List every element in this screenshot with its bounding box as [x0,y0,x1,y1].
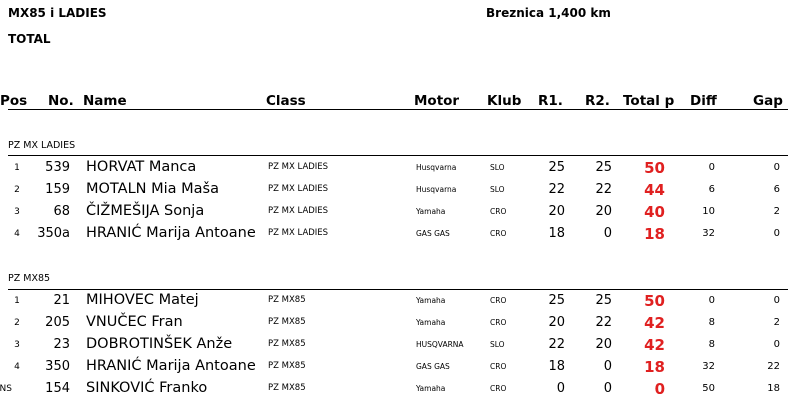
klub-cell: SLO [490,185,505,194]
pos-cell: 4 [14,362,20,372]
klub-cell: CRO [490,207,507,216]
pos-cell: NS [0,384,12,394]
table-row [0,378,788,400]
section-title-ladies: PZ MX LADIES [8,140,76,151]
section-title-mx85: PZ MX85 [8,273,51,284]
col-header-motor: Motor [414,93,460,109]
gap-cell: 6 [773,184,780,195]
rider-name: VNUČEC Fran [86,314,183,330]
diff-cell: 32 [702,228,715,239]
class-cell: PZ MX85 [268,317,306,327]
pos-cell: 1 [14,296,20,306]
pos-cell: 2 [14,185,20,195]
class-cell: PZ MX85 [268,295,306,305]
r1-cell: 0 [556,381,565,396]
motor-cell: Yamaha [416,318,446,327]
r1-cell: 22 [548,337,565,352]
total-cell: 0 [654,380,665,398]
number-cell: 350a [37,226,70,241]
pos-cell: 2 [14,318,20,328]
total-cell: 44 [644,181,665,199]
klub-cell: SLO [490,340,505,349]
gap-cell: 0 [773,295,780,306]
total-cell: 42 [644,314,665,332]
diff-cell: 0 [708,162,715,173]
motor-cell: Yamaha [416,207,446,216]
r1-cell: 22 [548,182,565,197]
class-cell: PZ MX LADIES [268,228,329,238]
number-cell: 205 [45,315,70,330]
table-row [0,356,788,378]
r2-cell: 20 [595,204,612,219]
table-row [0,334,788,356]
table-row [0,290,788,312]
rider-name: ČIŽMEŠIJA Sonja [86,203,205,219]
gap-cell: 18 [767,383,780,394]
event-title: MX85 i LADIES [8,6,107,20]
table-row [0,179,788,201]
diff-cell: 0 [708,295,715,306]
klub-cell: SLO [490,163,505,172]
col-header-total: Total p [623,93,675,109]
rider-name: HORVAT Manca [86,159,197,175]
klub-cell: CRO [490,229,507,238]
motor-cell: HUSQVARNA [416,340,464,349]
klub-cell: CRO [490,384,507,393]
motor-cell: Husqvarna [416,163,457,172]
col-header-r1: R1. [538,93,563,109]
number-cell: 23 [53,337,70,352]
total-cell: 18 [644,225,665,243]
r2-cell: 0 [603,381,612,396]
motor-cell: GAS GAS [416,229,450,238]
rider-name: DOBROTINŠEK Anže [86,336,233,352]
diff-cell: 10 [702,206,715,217]
klub-cell: CRO [490,296,507,305]
r2-cell: 20 [595,337,612,352]
header-divider [8,109,788,110]
r1-cell: 20 [548,315,565,330]
gap-cell: 0 [773,162,780,173]
r2-cell: 0 [603,359,612,374]
motor-cell: Husqvarna [416,185,457,194]
r2-cell: 25 [595,160,612,175]
rider-name: MIHOVEC Matej [86,292,199,308]
motor-cell: GAS GAS [416,362,450,371]
col-header-r2: R2. [585,93,610,109]
class-cell: PZ MX85 [268,383,306,393]
r1-cell: 20 [548,204,565,219]
total-cell: 42 [644,336,665,354]
r1-cell: 18 [548,359,565,374]
section-divider [8,155,788,156]
diff-cell: 50 [702,383,715,394]
number-cell: 21 [53,293,70,308]
diff-cell: 8 [708,339,715,350]
diff-cell: 6 [708,184,715,195]
total-cell: 18 [644,358,665,376]
r1-cell: 25 [548,293,565,308]
col-header-class: Class [266,93,306,109]
class-cell: PZ MX85 [268,339,306,349]
gap-cell: 2 [773,206,780,217]
r2-cell: 0 [603,226,612,241]
motor-cell: Yamaha [416,384,446,393]
number-cell: 159 [45,182,70,197]
number-cell: 539 [45,160,70,175]
pos-cell: 3 [14,207,20,217]
class-cell: PZ MX LADIES [268,184,329,194]
col-header-gap: Gap [753,93,783,109]
rider-name: HRANIĆ Marija Antoane [86,358,256,374]
rider-name: MOTALN Mia Maša [86,181,219,197]
gap-cell: 22 [767,361,780,372]
r2-cell: 22 [595,182,612,197]
class-cell: PZ MX LADIES [268,206,329,216]
table-row [0,201,788,223]
venue: Breznica 1,400 km [486,6,611,20]
pos-cell: 3 [14,340,20,350]
pos-cell: 1 [14,163,20,173]
results-type: TOTAL [8,32,51,46]
table-row [0,157,788,179]
col-header-name: Name [83,93,127,109]
diff-cell: 8 [708,317,715,328]
rider-name: HRANIĆ Marija Antoane [86,225,256,241]
gap-cell: 2 [773,317,780,328]
rider-name: SINKOVIĆ Franko [86,380,208,396]
class-cell: PZ MX LADIES [268,162,329,172]
col-header-diff: Diff [690,93,717,109]
r2-cell: 25 [595,293,612,308]
r1-cell: 18 [548,226,565,241]
gap-cell: 0 [773,228,780,239]
motor-cell: Yamaha [416,296,446,305]
klub-cell: CRO [490,362,507,371]
class-cell: PZ MX85 [268,361,306,371]
diff-cell: 32 [702,361,715,372]
col-header-pos: Pos [0,93,28,109]
table-row [0,223,788,245]
number-cell: 68 [53,204,70,219]
number-cell: 154 [45,381,70,396]
table-row [0,312,788,334]
col-header-klub: Klub [487,93,522,109]
total-cell: 50 [644,292,665,310]
r1-cell: 25 [548,160,565,175]
klub-cell: CRO [490,318,507,327]
pos-cell: 4 [14,229,20,239]
total-cell: 40 [644,203,665,221]
number-cell: 350 [45,359,70,374]
total-cell: 50 [644,159,665,177]
gap-cell: 0 [773,339,780,350]
col-header-no: No. [48,93,74,109]
r2-cell: 22 [595,315,612,330]
